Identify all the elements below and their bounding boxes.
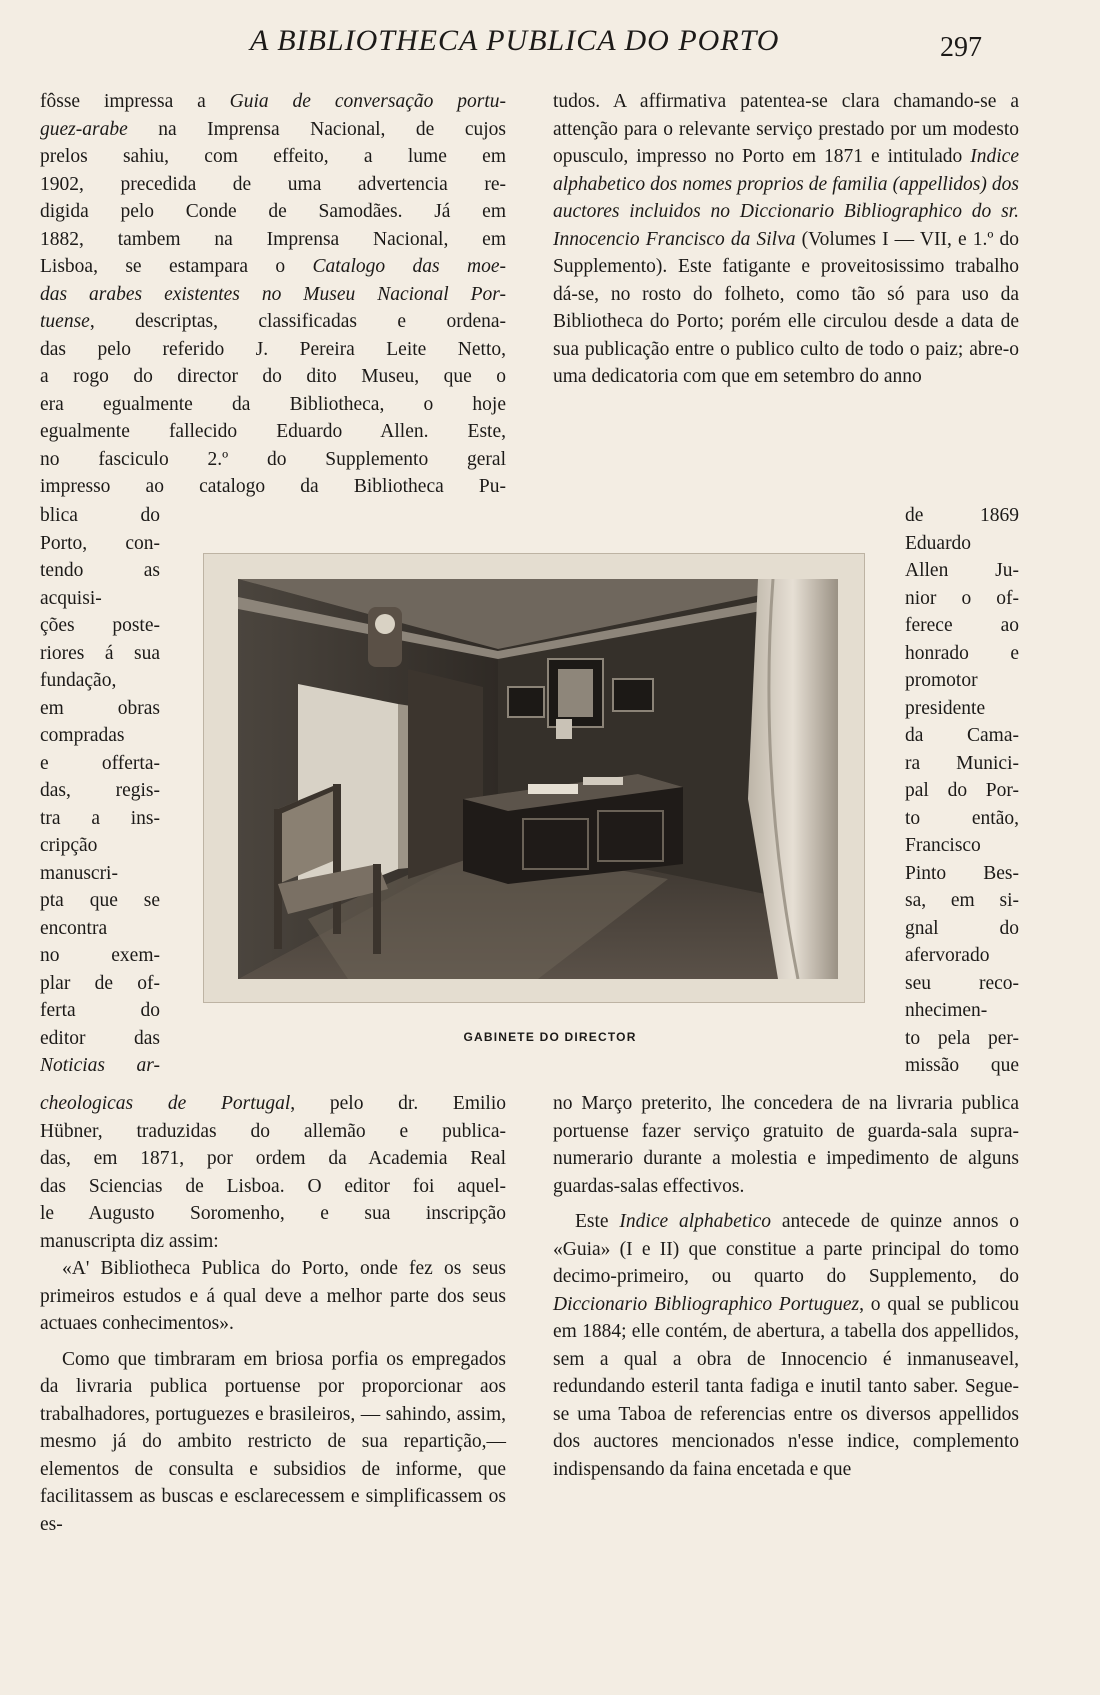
text-line: no exem-: [40, 945, 160, 966]
right-column-wrap: [905, 502, 1019, 1080]
text-line: promotor: [905, 670, 978, 691]
photograph-gabinete-do-director: [238, 579, 838, 979]
text-line: manuscripta diz assim:: [40, 1230, 219, 1252]
text-line: presidente: [905, 697, 986, 719]
text-line: afervorado: [905, 945, 990, 966]
text-line: das, regis-: [40, 780, 160, 801]
text-line: plar de of-: [40, 972, 160, 994]
text-line: de 1869: [905, 505, 1019, 526]
paragraph: Este Indice alphabetico antecede de quinze annos o «Guia» (I e II) que constitue a parte principal do tomo decimo-primeiro, ou quarto do Supplemento, do Diccionario Bibliographico Portuguez, o qual se publicou em 1884; elle contém, de abertura, a tabella dos appellidos, sem a qual a obra de Innocencio é inmanuseavel, redundando esteril tanta fadiga e inutil tanto saber. Segue-se uma Taboa de referencias entre os diversos appellidos dos auctores mencionados n'esse indice, complemento indispensando da faina encetada e que: [553, 1211, 1019, 1480]
text-line: a rogo do director do dito Museu, que o: [40, 366, 506, 387]
text-line: compradas: [40, 725, 125, 746]
text-line: ferta do: [40, 1000, 160, 1021]
paragraph: tudos. A affirmativa patentea-se clara chamando-se a attenção para o relevante serviço prestado por um modesto opusculo, impresso no Porto em 1871 e intitulado Indice alphabetico dos nomes proprios de familia (appellidos) dos auctores incluidos no Diccionario Bibliographico do sr. Innocencio Francisco da Silva (Volumes I — VII, e 1.º do Supplemento). Este fatigante e proveitosissimo trabalho dá-se, no rosto do folheto, como tão só para uso da Bibliotheca do Porto; porém elle circulou desde a data de sua publicação entre o publico culto de todo o paiz; abre-o uma dedicatoria com que em setembro do anno: [553, 91, 1019, 387]
text-line: encontra: [40, 917, 108, 939]
text-line: Eduardo: [905, 532, 972, 554]
right-column-bottom: [553, 1090, 1019, 1483]
text-line: blica do: [40, 505, 160, 526]
text-line: ções poste-: [40, 615, 160, 636]
left-column-bottom: [40, 1090, 506, 1538]
text-line: manuscri-: [40, 862, 118, 884]
text-line: nhecimen-: [905, 1000, 988, 1021]
text-line: to então,: [905, 807, 1019, 829]
text-line: Lisboa, se estampara o Catalogo das moe-: [40, 256, 506, 277]
text-line: seu reco-: [905, 972, 1019, 994]
text-line: gnal do: [905, 917, 1019, 939]
text-line: guez-arabe na Imprensa Nacional, de cujos: [40, 118, 506, 140]
left-column-top: [40, 88, 506, 501]
page-number: 297: [940, 32, 982, 63]
text-line: das, em 1871, por ordem da Academia Real: [40, 1148, 506, 1169]
text-line: prelos sahiu, com effeito, a lume em: [40, 146, 506, 167]
text-line: 1882, tambem na Imprensa Nacional, em: [40, 228, 506, 250]
photo-frame: [203, 553, 865, 1003]
text-line: Allen Ju-: [905, 560, 1019, 581]
right-column-top: [553, 88, 1019, 391]
text-line: pal do Por-: [905, 780, 1019, 801]
text-line: em obras: [40, 697, 160, 719]
text-line: Pinto Bes-: [905, 862, 1019, 884]
quote-paragraph: «A' Bibliotheca Publica do Porto, onde fez os seus primeiros estudos e á qual deve a melhor parte dos seus actuaes conhecimentos».: [40, 1258, 506, 1334]
text-line: das Sciencias de Lisboa. O editor foi aquel-: [40, 1175, 506, 1197]
text-line: no fasciculo 2.º do Supplemento geral: [40, 448, 506, 470]
text-line: cheologicas de Portugal, pelo dr. Emilio: [40, 1093, 506, 1114]
text-line: impresso ao catalogo da Bibliotheca Pu-: [40, 476, 506, 497]
running-title: A BIBLIOTHECA PUBLICA DO PORTO: [250, 24, 780, 57]
text-line: Porto, con-: [40, 532, 160, 554]
text-line: e offerta-: [40, 752, 160, 774]
text-line: to pela per-: [905, 1027, 1019, 1049]
text-line: fundação,: [40, 670, 117, 691]
text-line: fôsse impressa a Guia de conversação portu-: [40, 91, 506, 112]
text-line: Hübner, traduzidas do allemão e publica-: [40, 1120, 506, 1142]
text-line: das pelo referido J. Pereira Leite Netto,: [40, 338, 506, 360]
text-line: cripção: [40, 835, 98, 856]
text-line: Francisco: [905, 835, 981, 856]
text-line: le Augusto Soromenho, e sua inscripção: [40, 1203, 506, 1224]
text-line: tendo as: [40, 560, 160, 581]
running-head: [0, 20, 1100, 63]
text-line: pta que se: [40, 890, 160, 911]
text-line: ferece ao: [905, 615, 1019, 636]
text-line: digida pelo Conde de Samodães. Já em: [40, 201, 506, 222]
room-illustration: [238, 579, 838, 979]
text-line: riores á sua: [40, 642, 160, 664]
paragraph: Como que timbraram em briosa porfia os empregados da livraria publica portuense por proporcionar aos trabalhadores, portuguezes e brasileiros, — sahindo, assim, mesmo já do ambito restricto de sua repartição,—elementos de consulta e subsidios de informe, que facilitassem as buscas e esclarecessem e simplificassem os es-: [40, 1348, 506, 1535]
text-line: da Cama-: [905, 725, 1019, 746]
text-line: nior o of-: [905, 587, 1019, 609]
left-column-wrap: [40, 502, 160, 1080]
text-line: sa, em si-: [905, 890, 1019, 911]
text-line: egualmente fallecido Eduardo Allen. Este,: [40, 421, 506, 442]
text-line: tuense, descriptas, classificadas e ordena-: [40, 311, 506, 332]
text-line: missão que: [905, 1055, 1019, 1076]
text-line: editor das: [40, 1027, 160, 1049]
text-line: honrado e: [905, 642, 1019, 664]
text-line: acquisi-: [40, 587, 102, 609]
figure-caption: GABINETE DO DIRECTOR: [463, 1030, 637, 1044]
text-line: das arabes existentes no Museu Nacional Por-: [40, 283, 506, 305]
text-line: 1902, precedida de uma advertencia re-: [40, 173, 506, 195]
text-line: era egualmente da Bibliotheca, o hoje: [40, 393, 506, 415]
text-line: ra Munici-: [905, 752, 1019, 774]
text-line: tra a ins-: [40, 807, 160, 829]
text-line: Noticias ar-: [40, 1055, 160, 1076]
paragraph: no Março preterito, lhe concedera de na livraria publica portuense fazer serviço gratuito de guarda-sala supra-numerario durante a molestia e impedimento de alguns guardas-salas effectivos.: [553, 1093, 1019, 1197]
